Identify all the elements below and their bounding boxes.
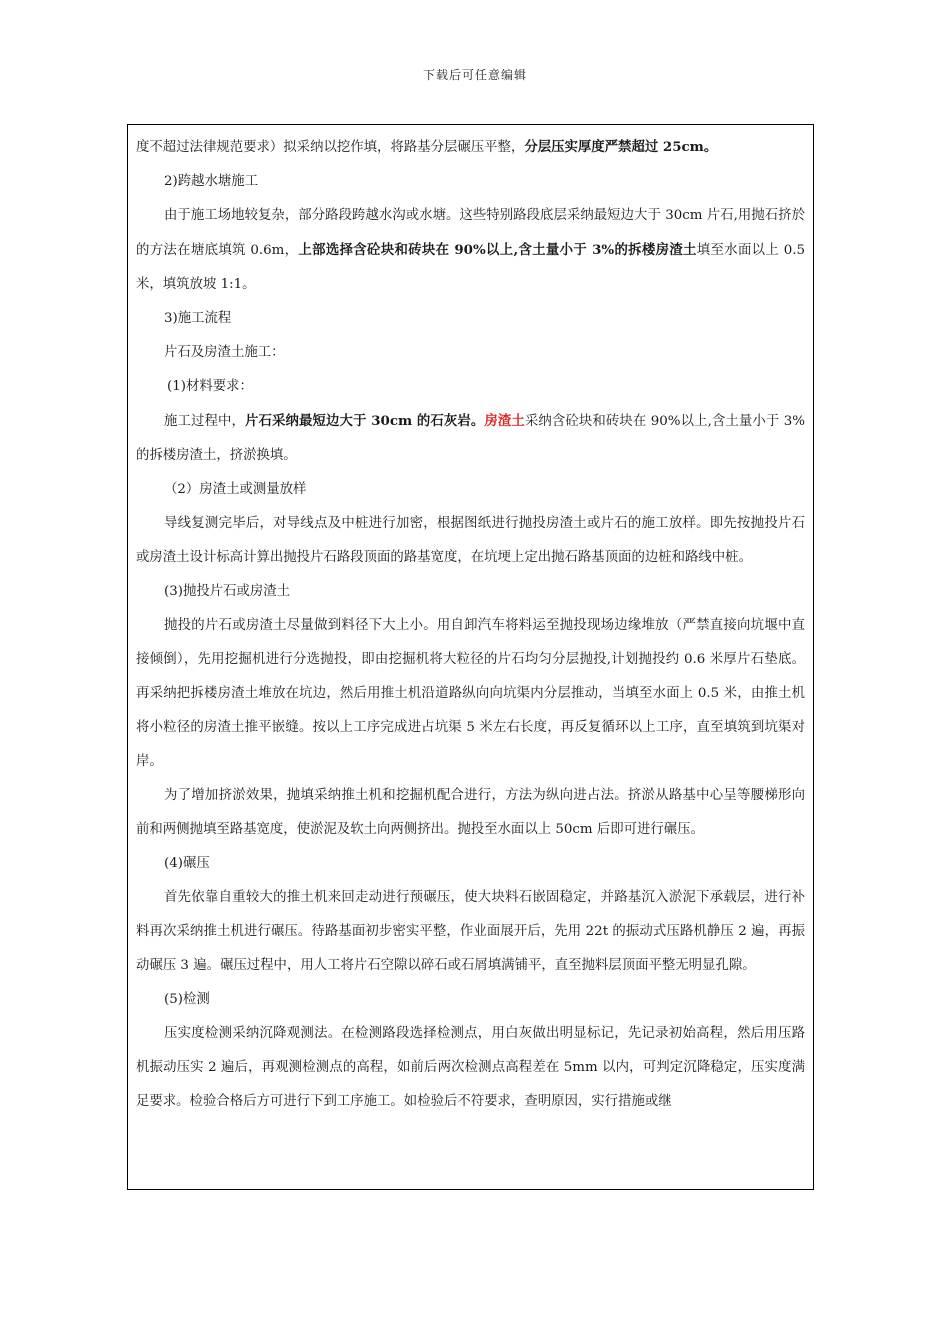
section-heading-stone: 片石及房渣土施工： <box>164 345 285 360</box>
paragraph-text: 由于施工场地较复杂，部分路段跨越水沟或水塘。这些特别路段底层采纳最短边大于 30cm 片石,用抛石挤於的方法在塘底填筑 0.6m， <box>136 208 805 258</box>
section-heading-material: (1)材料要求： <box>167 379 253 394</box>
paragraph-text: 填至水面以上 0.5 米，填筑放坡 1:1。 <box>136 243 806 292</box>
page-header: 下载后可任意编辑 <box>422 68 527 82</box>
emphasis-text: 片石采纳最短边大于 30cm 的石灰岩。 <box>244 413 485 429</box>
paragraph-inspect: 压实度检测采纳沉降观测法。在检测路段选择检测点，用白灰做出明显标记，先记录初始高程，然后用压路机振动压实 2 遍后，再观测检测点的高程，如前后两次检测点高程差在 5mm 以内，可判定沉降稳定，压实度满足要求。检验合格后方可进行下到工序施工。如检验后不符要求，查明原因，实行措施或继 <box>136 1026 805 1109</box>
paragraph-survey: 导线复测完毕后，对导线点及中桩进行加密，根据图纸进行抛投房渣土或片石的施工放样。即先按抛投片石或房渣土设计标高计算出抛投片石路段顶面的路基宽度，在坑埂上定出抛石路基顶面的边桩和路线中桩。 <box>136 516 805 565</box>
section-heading-swamp: 2)跨越水塘施工 <box>164 174 259 189</box>
paragraph-throw: 抛投的片石或房渣土尽量做到料径下大上小。用自卸汽车将料运至抛投现场边缘堆放（严禁直接向坑堰中直接倾倒），先用挖掘机进行分选抛投，即由挖掘机将大粒径的片石均匀分层抛投,计划抛投约 0.6 米厚片石垫底。再采纳把拆楼房渣土堆放在坑边，然后用推土机沿道路纵向向坑渠内分层推动，当填至水面上 0.5 米，由推土机将小粒径的房渣土推平嵌缝。按以上工序完成进占坑渠 5 米左右长度，再反复循环以上工序，直至填筑到坑渠对岸。 <box>136 618 805 769</box>
emphasis-text: 上部选择含砼块和砖块在 90%以上,含土量小于 3%的拆楼房渣土 <box>298 242 697 258</box>
section-heading-flow: 3)施工流程 <box>164 311 232 326</box>
section-heading-inspect: (5)检测 <box>164 992 210 1007</box>
paragraph-swamp <box>136 199 805 302</box>
section-heading-survey: （2）房渣土或测量放样 <box>164 482 307 497</box>
paragraph-text: 采纳含砼块和砖块在 90%以上,含土量小于 3%的拆楼房渣土，挤淤换填。 <box>136 414 806 463</box>
paragraph-compact: 首先依靠自重较大的推土机来回走动进行预碾压，使大块料石嵌固稳定，并路基沉入淤泥下承载层，进行补料再次采纳推土机进行碾压。待路基面初步密实平整，作业面展开后，先用 22t 的振动式压路机静压 2 遍，再振动碾压 3 遍。碾压过程中，用人工将片石空隙以碎石或石屑填满铺平，直至抛料层顶面平整无明显孔隙。 <box>136 890 805 973</box>
document-body <box>127 124 814 1190</box>
section-heading-throw: (3)抛投片石或房渣土 <box>164 584 291 599</box>
paragraph-continuation <box>136 130 805 165</box>
paragraph-material <box>136 404 805 473</box>
paragraph-text: 度不超过法律规范要求）拟采纳以挖作填，将路基分层碾压平整， <box>136 140 525 155</box>
section-heading-compact: (4)碾压 <box>164 856 210 871</box>
highlight-text: 房渣土 <box>484 413 525 429</box>
paragraph-squeeze: 为了增加挤淤效果，抛填采纳推土机和挖掘机配合进行，方法为纵向进占法。挤淤从路基中心呈等腰梯形向前和两侧抛填至路基宽度，使淤泥及软土向两侧挤出。抛投至水面以上 50cm 后即可进行碾压。 <box>136 788 805 837</box>
paragraph-text: 施工过程中， <box>164 414 245 429</box>
emphasis-text: 分层压实厚度严禁超过 25cm。 <box>524 139 718 155</box>
